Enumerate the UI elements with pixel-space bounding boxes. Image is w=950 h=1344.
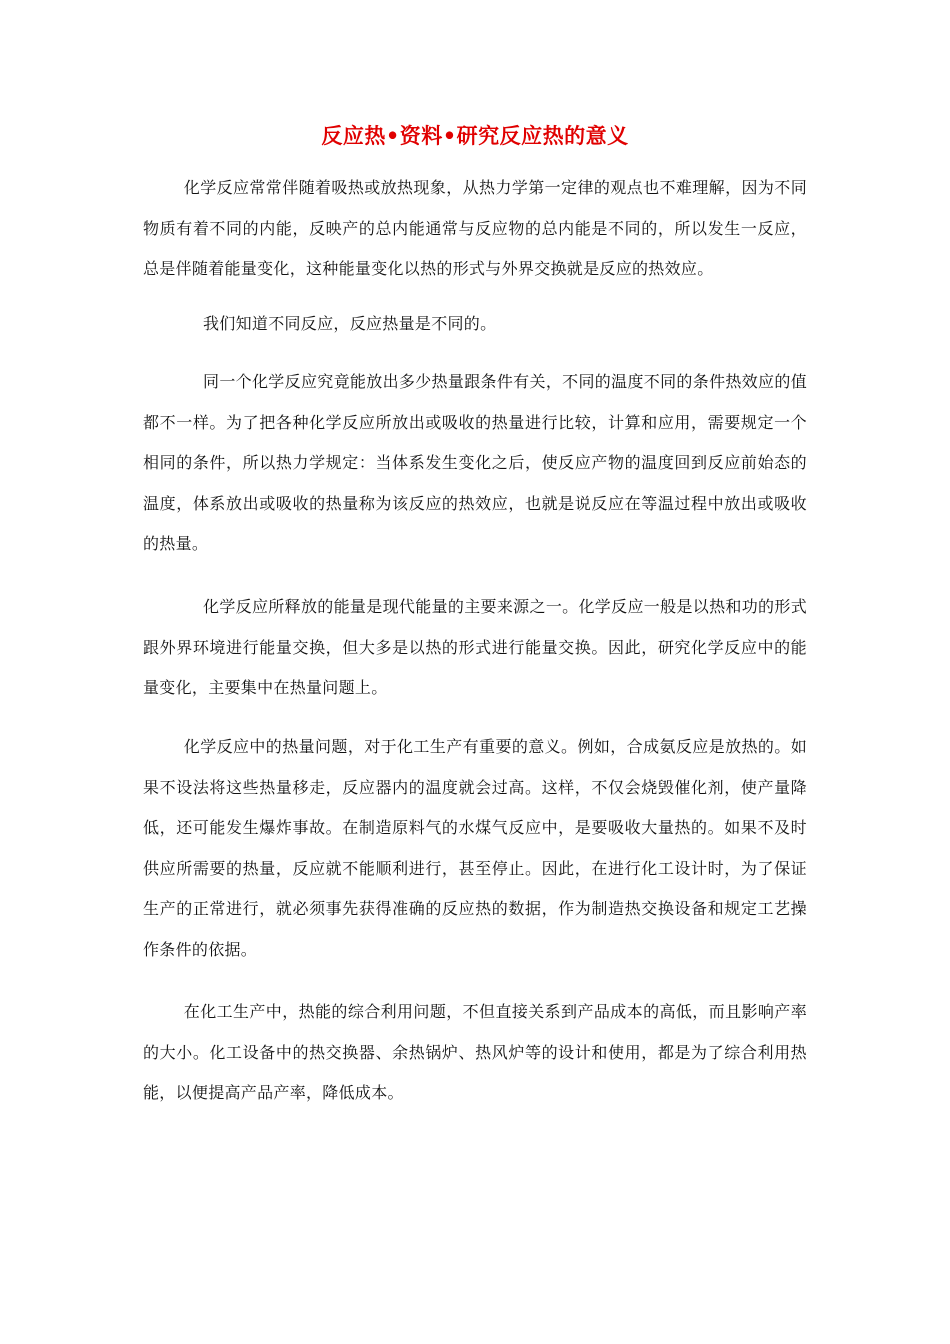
paragraph-4: 化学反应所释放的能量是现代能量的主要来源之一。化学反应一般是以热和功的形式跟外界环境进行能量交换，但大多是以热的形式进行能量交换。因此，研究化学反应中的能量变化，主要集中在热量问题上。 [143,597,807,697]
document-title: 反应热•资料•研究反应热的意义 [321,123,629,148]
paragraph-5: 化学反应中的热量问题，对于化工生产有重要的意义。例如，合成氨反应是放热的。如果不设法将这些热量移走，反应器内的温度就会过高。这样，不仅会烧毁催化剂，使产量降低，还可能发生爆炸事故。在制造原料气的水煤气反应中，是要吸收大量热的。如果不及时供应所需要的热量，反应就不能顺利进行，甚至停止。因此，在进行化工设计时，为了保证生产的正常进行，就必须事先获得准确的反应热的数据，作为制造热交换设备和规定工艺操作条件的依据。 [143,737,807,959]
paragraph-3: 同一个化学反应究竟能放出多少热量跟条件有关，不同的温度不同的条件热效应的值都不一样。为了把各种化学反应所放出或吸收的热量进行比较，计算和应用，需要规定一个相同的条件，所以热力学规定：当体系发生变化之后，使反应产物的温度回到反应前始态的温度，体系放出或吸收的热量称为该反应的热效应，也就是说反应在等温过程中放出或吸收的热量。 [143,372,807,553]
paragraph-2: 我们知道不同反应，反应热量是不同的。 [203,314,497,333]
paragraph-1: 化学反应常常伴随着吸热或放热现象，从热力学第一定律的观点也不难理解，因为不同物质有着不同的内能，反映产的总内能通常与反应物的总内能是不同的，所以发生一反应，总是伴随着能量变化，这种能量变化以热的形式与外界交换就是反应的热效应。 [143,178,807,278]
paragraph-6: 在化工生产中，热能的综合利用问题，不但直接关系到产品成本的高低，而且影响产率的大小。化工设备中的热交换器、余热锅炉、热风炉等的设计和使用，都是为了综合利用热能，以便提高产品产率，降低成本。 [143,1002,807,1102]
